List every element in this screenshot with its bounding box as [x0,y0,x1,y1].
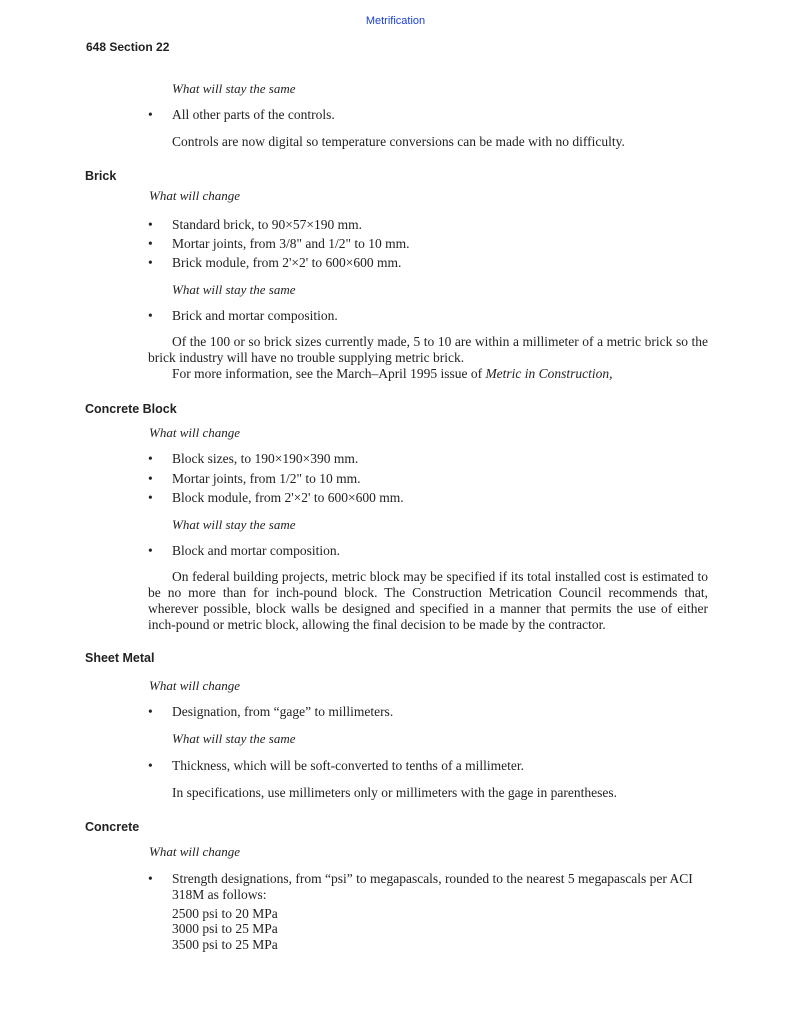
bullet-marker: • [148,255,153,270]
stay-same-label: What will stay the same [172,517,296,532]
will-change-label: What will change [149,844,240,859]
list-item: Strength designations, from “psi” to megapascals, rounded to the nearest 5 megapascals per ACI 318M as follows: [172,871,693,902]
conversion-line: 3000 psi to 25 MPa [172,921,278,936]
section-heading-concrete-block: Concrete Block [85,402,177,416]
concrete-block-paragraph [148,569,708,633]
list-item: Mortar joints, from 3/8" and 1/2" to 10 mm. [172,236,410,251]
bullet-marker: • [148,217,153,232]
list-item: Thickness, which will be soft-converted to tenths of a millimeter. [172,758,525,773]
concrete-block-paragraph-text: On federal building projects, metric block may be specified if its total installed cost is estimated to be no more than for inch-pound block. The Construction Metrication Council recommends that, wherever possible, block walls be designed and specified in a manner that permits the use of either inch-pound or metric block, allowing the final decision to be made by the contractor. [148,569,708,632]
will-change-label: What will change [149,678,240,693]
brick-paragraph-text: Of the 100 or so brick sizes currently made, 5 to 10 are within a millimeter of a metric brick so the brick industry will have no trouble supplying metric brick. [148,334,708,365]
more-info-line [172,366,613,382]
bullet-marker: • [148,308,153,323]
list-item: Brick and mortar composition. [172,308,338,323]
bullet-marker: • [148,490,153,505]
list-item: Block and mortar composition. [172,543,340,558]
list-item: Brick module, from 2'×2' to 600×600 mm. [172,255,402,270]
list-item: Block module, from 2'×2' to 600×600 mm. [172,490,404,505]
running-title-link[interactable]: Metrification [365,15,426,27]
list-item: Mortar joints, from 1/2" to 10 mm. [172,471,361,486]
bullet-marker: • [148,871,153,886]
stay-same-label: What will stay the same [172,731,296,746]
bullet-marker: • [148,451,153,466]
will-change-label: What will change [149,425,240,440]
bullet-marker: • [148,758,153,773]
will-change-label: What will change [149,188,240,203]
publication-title: Metric in Construction, [485,366,613,381]
sheet-metal-note: In specifications, use millimeters only or millimeters with the gage in parentheses. [172,785,618,800]
controls-note: Controls are now digital so temperature conversions can be made with no difficulty. [172,134,625,149]
section-heading-sheet-metal: Sheet Metal [85,651,155,665]
conversion-line: 3500 psi to 25 MPa [172,937,278,952]
list-item: All other parts of the controls. [172,107,335,122]
list-item: Designation, from “gage” to millimeters. [172,704,394,719]
list-item: Standard brick, to 90×57×190 mm. [172,217,362,232]
bullet-marker: • [148,704,153,719]
list-item: Block sizes, to 190×190×390 mm. [172,451,359,466]
section-heading-brick: Brick [85,169,117,183]
section-heading-concrete: Concrete [85,820,140,834]
bullet-marker: • [148,236,153,251]
bullet-marker: • [148,543,153,558]
stay-same-label: What will stay the same [172,81,296,96]
brick-paragraph [148,334,708,366]
conversion-line: 2500 psi to 20 MPa [172,906,278,921]
bullet-marker: • [148,471,153,486]
stay-same-label: What will stay the same [172,282,296,297]
page-folio: 648 Section 22 [86,40,170,54]
bullet-marker: • [148,107,153,122]
more-info-text: For more information, see the March–April 1995 issue of [172,366,486,381]
